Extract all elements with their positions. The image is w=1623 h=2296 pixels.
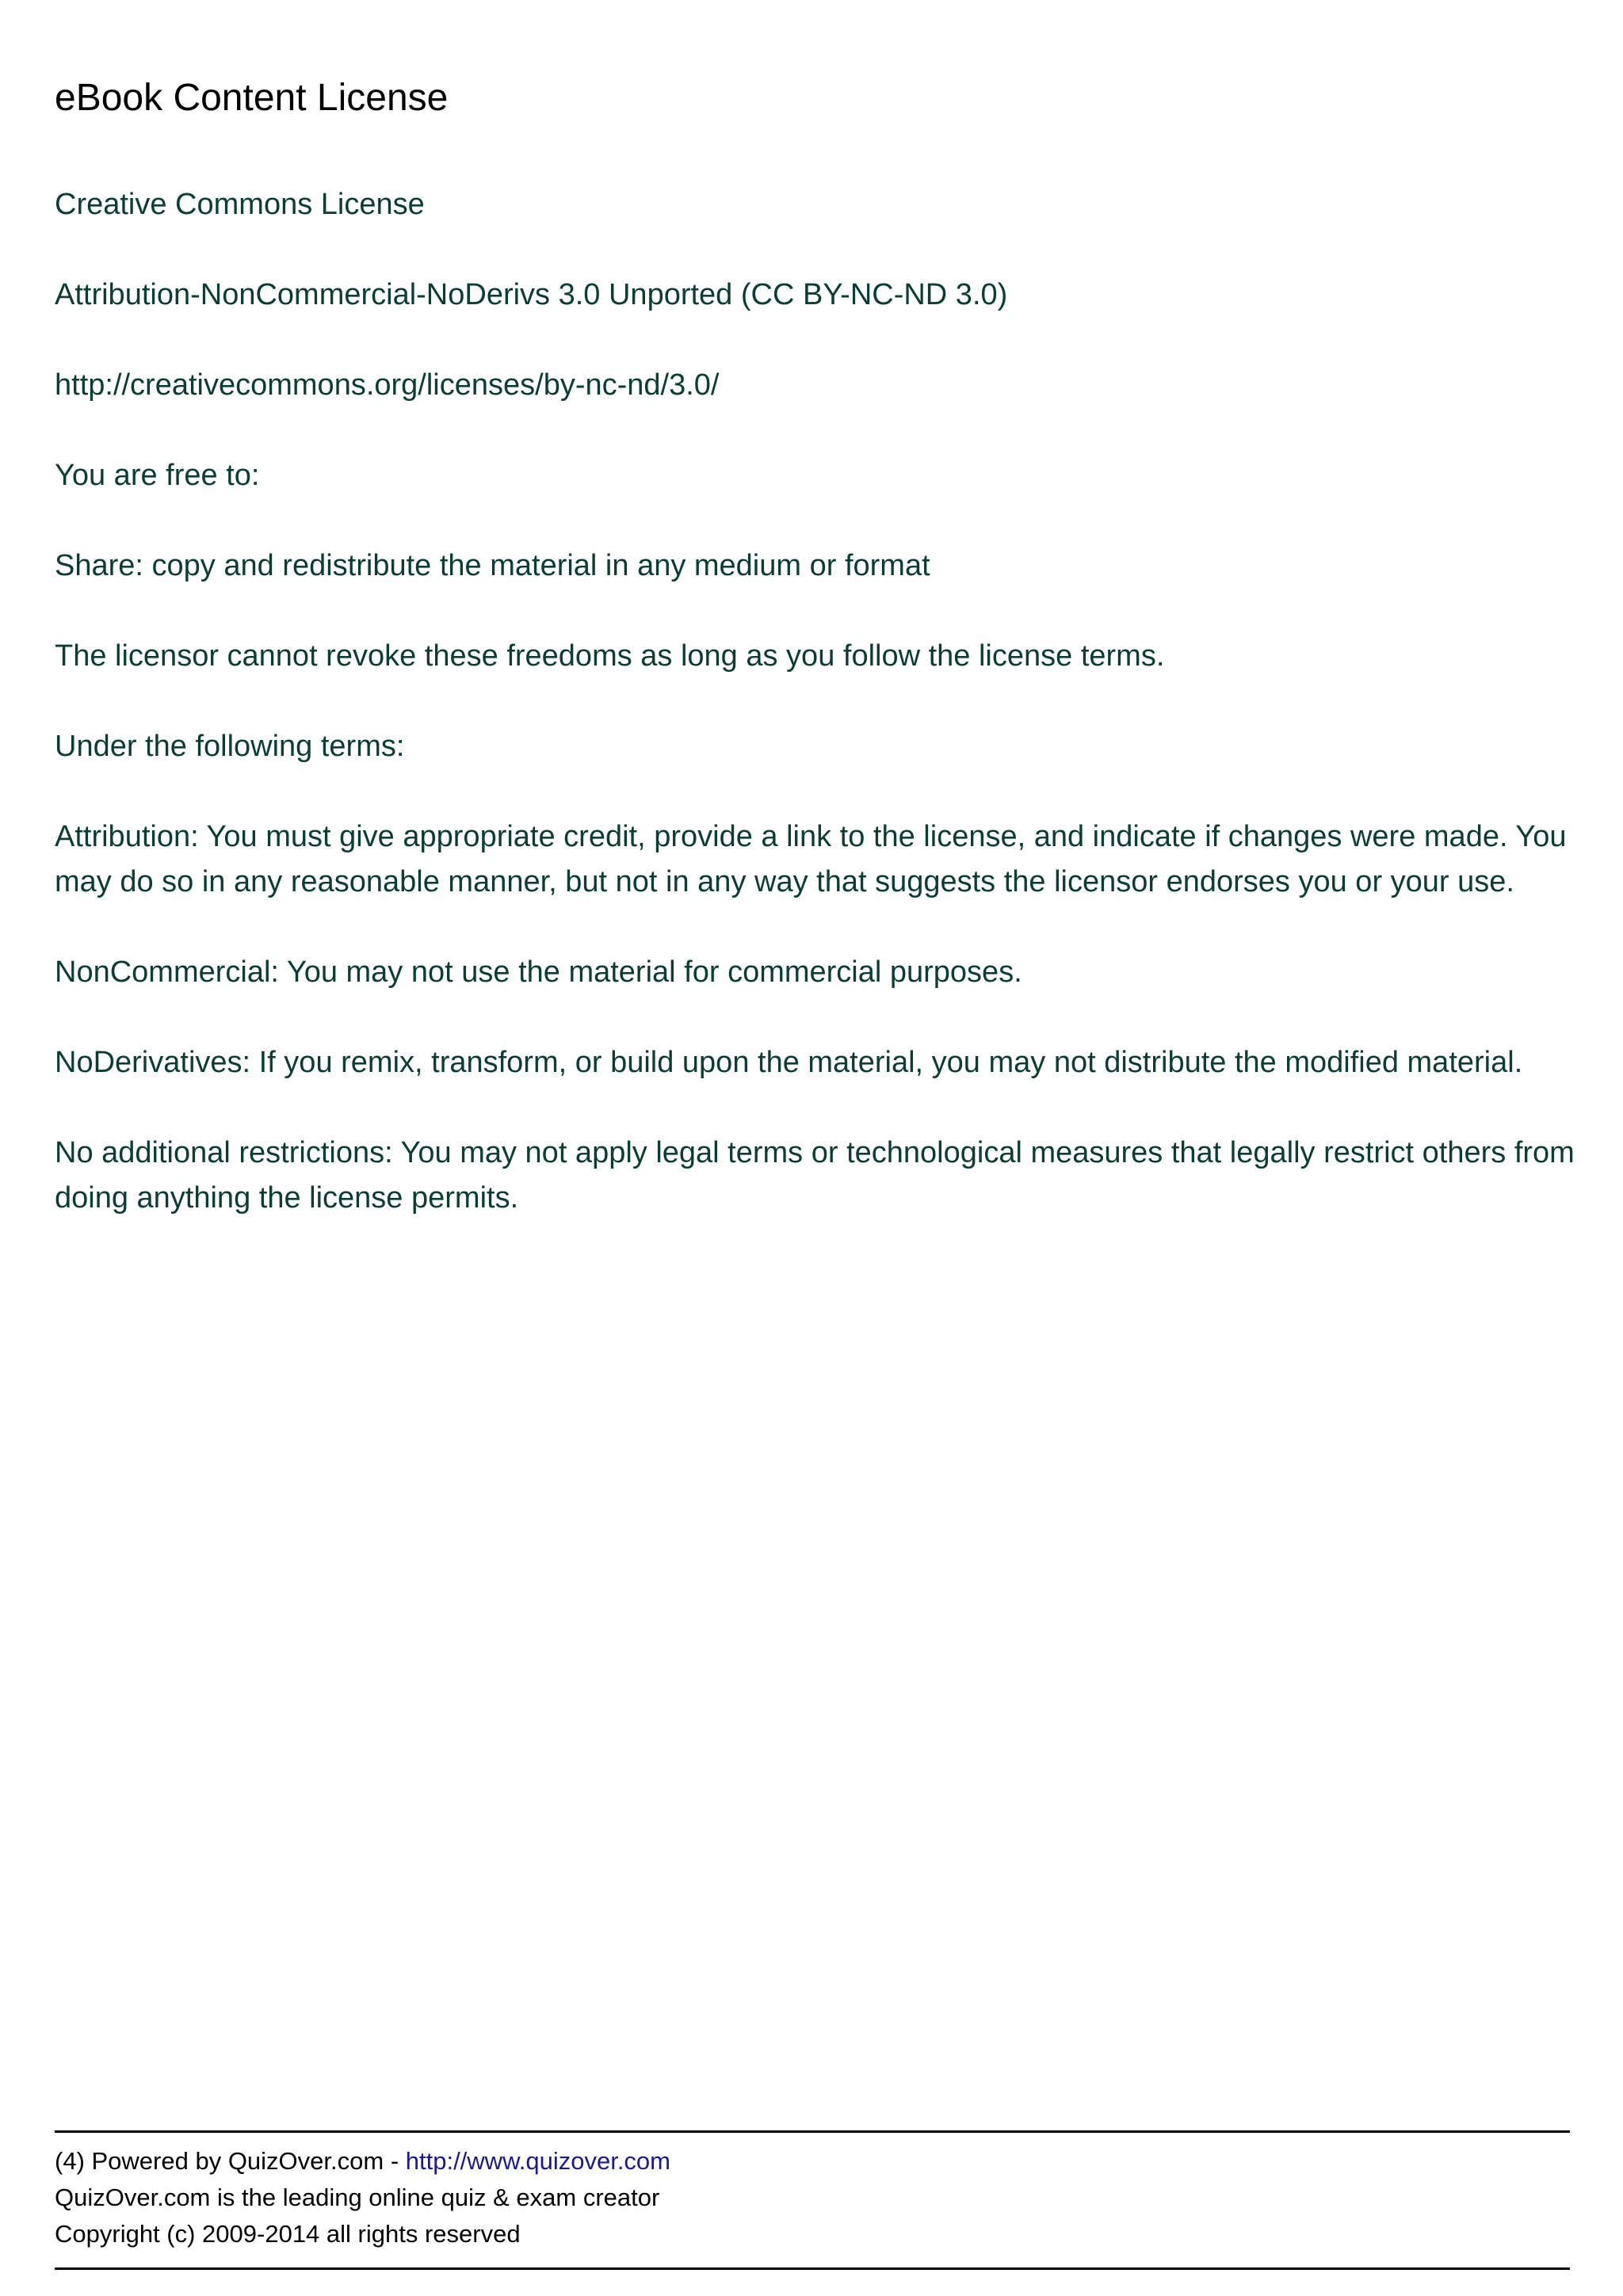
footer [55, 2143, 670, 2252]
no-restrictions-term: No additional restrictions: You may not apply legal terms or technological measures that legally restrict others from doing anything the license permits. [55, 1136, 1575, 1215]
irrevocable-note: The licensor cannot revoke these freedoms as long as you follow the license terms. [55, 639, 1165, 673]
footer-bottom-divider [55, 2267, 1570, 2270]
attribution-term: Attribution: You must give appropriate credit, provide a link to the license, and indicate if changes were made. You may do so in any reasonable manner, but not in any way that suggests the licensor endorses you or your use. [55, 820, 1567, 898]
freedoms-heading: You are free to: [55, 459, 260, 492]
share-freedom: Share: copy and redistribute the material in any medium or format [55, 549, 930, 582]
license-content [55, 182, 1576, 1266]
noderivatives-term: NoDerivatives: If you remix, transform, or build upon the material, you may not distribute the modified material. [55, 1046, 1523, 1079]
footer-copyright: Copyright (c) 2009-2014 all rights reserved [55, 2220, 521, 2248]
license-name: Attribution-NonCommercial-NoDerivs 3.0 Unported (CC BY-NC-ND 3.0) [55, 278, 1008, 311]
footer-tagline: QuizOver.com is the leading online quiz & exam creator [55, 2183, 660, 2211]
terms-heading: Under the following terms: [55, 730, 405, 763]
license-url: http://creativecommons.org/licenses/by-nc-nd/3.0/ [55, 368, 720, 402]
footer-powered-by [55, 2143, 670, 2180]
footer-top-divider [55, 2130, 1570, 2133]
quizover-link[interactable]: http://www.quizover.com [405, 2147, 670, 2175]
license-heading: Creative Commons License [55, 188, 425, 221]
noncommercial-term: NonCommercial: You may not use the material for commercial purposes. [55, 955, 1022, 989]
footer-powered-by-text: (4) Powered by QuizOver.com - [55, 2147, 406, 2175]
page-title: eBook Content License [55, 77, 449, 119]
